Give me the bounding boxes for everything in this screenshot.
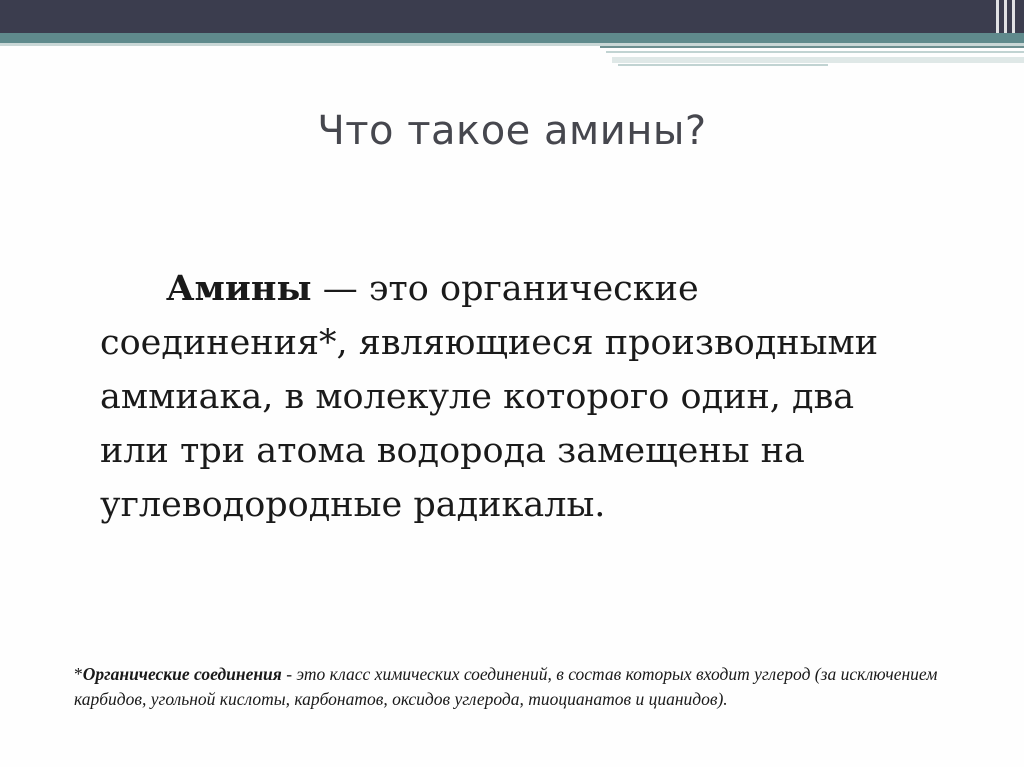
decor-rule [618, 64, 828, 66]
footnote-marker: * [74, 664, 83, 684]
footnote-term: Органические соединения [82, 664, 282, 684]
decor-rule [606, 51, 1024, 53]
footnote [74, 662, 1004, 712]
decor-rule [600, 46, 1024, 48]
header-stripe [1012, 0, 1015, 33]
header-band [0, 0, 1024, 33]
definition-paragraph [100, 262, 920, 532]
footnote-text: - это класс химических соединений, в состав которых входит углерод (за исключением карбидов, угольной кислоты, карбонатов, оксидов углерода, тиоцианатов и цианидов). [74, 664, 938, 709]
decor-rule [612, 57, 1024, 63]
header-stripe [1004, 0, 1007, 33]
header-stripe [996, 0, 999, 33]
accent-band [0, 33, 1024, 43]
definition-text: — это органические соединения*, являющиеся производными аммиака, в молекуле которого один, два или три атома водорода замещены на углеводородные радикалы. [100, 269, 879, 525]
slide-title: Что такое амины? [317, 108, 707, 154]
definition-term: Амины [166, 268, 312, 309]
